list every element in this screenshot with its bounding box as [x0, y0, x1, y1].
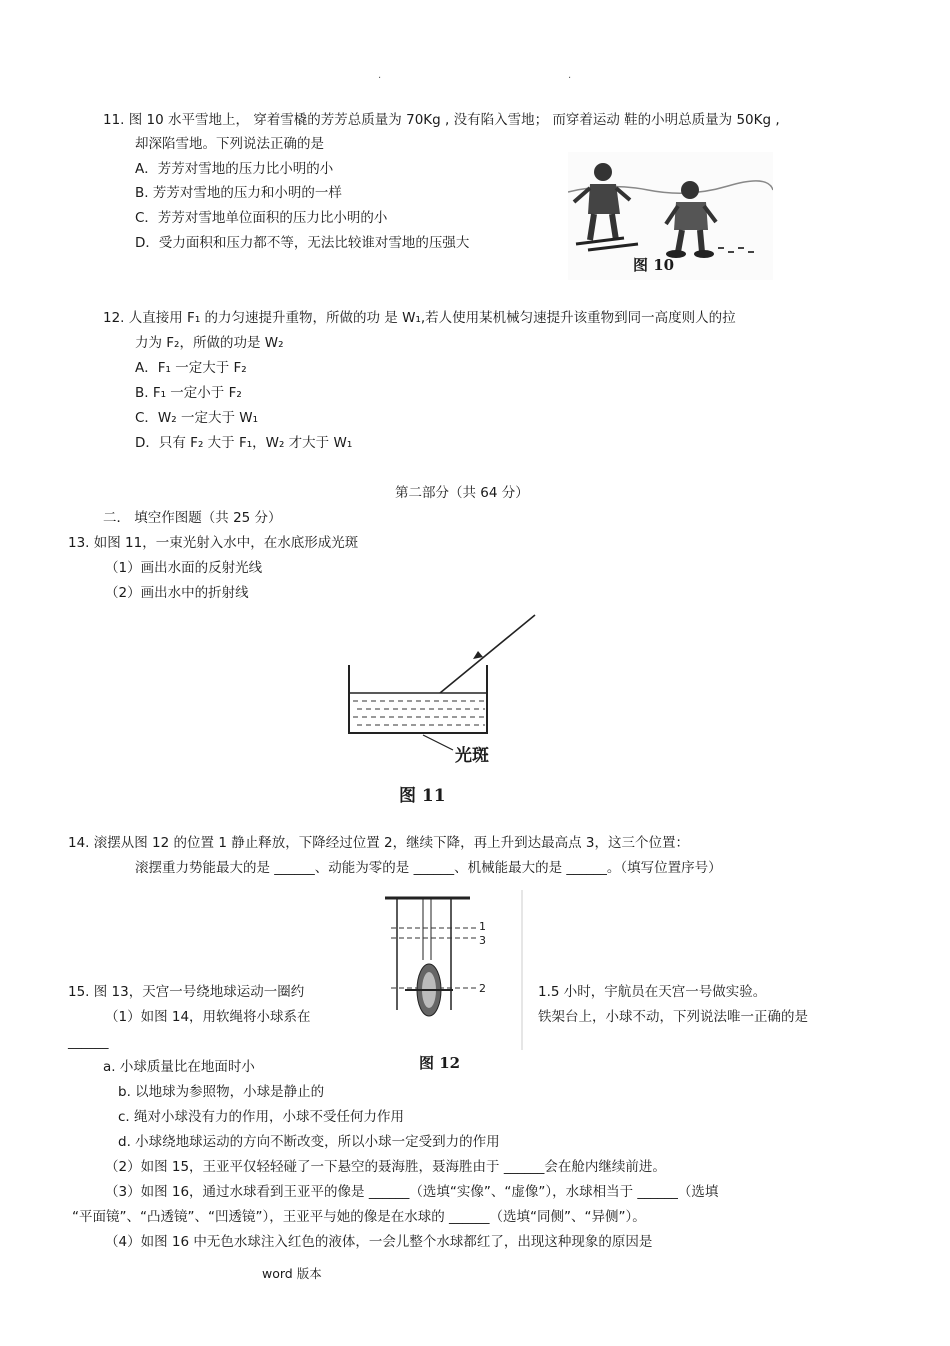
q12-line1: 12. 人直接用 F₁ 的力匀速提升重物，所做的功 是 W₁,若人使用某机械匀速提升该重物到同一高度则人的拉: [103, 310, 736, 326]
q11-option-a: A．芳芳对雪地的压力比小明的小: [135, 161, 334, 177]
q13-sub1: （1）画出水面的反射光线: [105, 560, 263, 576]
q15-sub3-line1: （3）如图 16，通过水球看到王亚平的像是 ______（选填“实像”、“虚像”），水球相当于 ______（选填: [105, 1184, 719, 1200]
header-dot-right: .: [568, 70, 572, 81]
figure-12-maxwell-wheel: [385, 890, 525, 1080]
q15-line1-left: 15. 图 13，天宫一号绕地球运动一圈约: [68, 984, 305, 1000]
section2-title: 二． 填空作图题（共 25 分）: [103, 510, 282, 526]
q12-option-d: D．只有 F₂ 大于 F₁，W₂ 才大于 W₁: [135, 435, 353, 451]
q13-sub2: （2）画出水中的折射线: [105, 585, 249, 601]
figure-12-caption: 图 12: [419, 1054, 461, 1072]
q15-option-d: d. 小球绕地球运动的方向不断改变，所以小球一定受到力的作用: [118, 1134, 500, 1150]
q15-option-b: b. 以地球为参照物，小球是静止的: [118, 1084, 325, 1100]
page-footer: word 版本: [262, 1266, 322, 1281]
light-spot-label: 光斑: [455, 746, 489, 766]
q15-sub1-right: 铁架台上，小球不动，下列说法唯一正确的是: [538, 1009, 808, 1025]
q11-option-d: D．受力面积和压力都不等，无法比较谁对雪地的压强大: [135, 235, 470, 251]
q13-line1: 13. 如图 11，一束光射入水中，在水底形成光斑: [68, 535, 359, 551]
figure-10-skiers: [568, 152, 773, 280]
q15-sub1-left: （1）如图 14，用软绳将小球系在: [105, 1009, 311, 1025]
q14-line2: 滚摆重力势能最大的是 ______、动能为零的是 ______、机械能最大的是 ______。（填写位置序号）: [135, 860, 722, 876]
part2-title: 第二部分（共 64 分）: [395, 485, 529, 501]
q11-line2: 却深陷雪地。下列说法正确的是: [135, 136, 324, 152]
q15-line1-right: 1.5 小时，宇航员在天宫一号做实验。: [538, 984, 767, 1000]
position-label-1: 1: [479, 920, 486, 933]
q12-option-c: C．W₂ 一定大于 W₁: [135, 410, 259, 426]
header-dot-left: .: [378, 70, 382, 81]
position-label-2: 2: [479, 982, 486, 995]
q15-option-a: a. 小球质量比在地面时小: [103, 1059, 255, 1075]
figure-10-caption: 图 10: [633, 256, 675, 274]
figure-11-water-tank: [335, 605, 550, 810]
q15-sub2: （2）如图 15，王亚平仅轻轻碰了一下悬空的聂海胜，聂海胜由于 ______会在舱内继续前进。: [105, 1159, 666, 1175]
q15-sub4: （4）如图 16 中无色水球注入红色的液体，一会儿整个水球都红了，出现这种现象的原因是: [105, 1234, 653, 1250]
q12-line2: 力为 F₂，所做的功是 W₂: [135, 335, 284, 351]
position-label-3: 3: [479, 934, 486, 947]
q15-option-c: c. 绳对小球没有力的作用，小球不受任何力作用: [118, 1109, 405, 1125]
q12-option-a: A．F₁ 一定大于 F₂: [135, 360, 247, 376]
maxwell-wheel-diagram: [385, 890, 525, 1050]
water-tank-diagram: [335, 605, 550, 775]
q11-option-b: B. 芳芳对雪地的压力和小明的一样: [135, 185, 342, 201]
figure-11-caption: 图 11: [399, 786, 446, 806]
q12-option-b: B. F₁ 一定小于 F₂: [135, 385, 242, 401]
q14-line1: 14. 滚摆从图 12 的位置 1 静止释放，下降经过位置 2，继续下降，再上升到达最高点 3，这三个位置：: [68, 835, 689, 851]
q11-option-c: C．芳芳对雪地单位面积的压力比小明的小: [135, 210, 388, 226]
q11-line1: 11. 图 10 水平雪地上， 穿着雪橇的芳芳总质量为 70Kg , 没有陷入雪地； 而穿着运动 鞋的小明总质量为 50Kg ,: [103, 112, 780, 128]
q15-sub3-line2: “平面镜”、“凸透镜”、“凹透镜”），王亚平与她的像是在水球的 ______（选填“同侧”、“异侧”）。: [72, 1209, 646, 1225]
q15-blank: ______: [68, 1034, 109, 1050]
